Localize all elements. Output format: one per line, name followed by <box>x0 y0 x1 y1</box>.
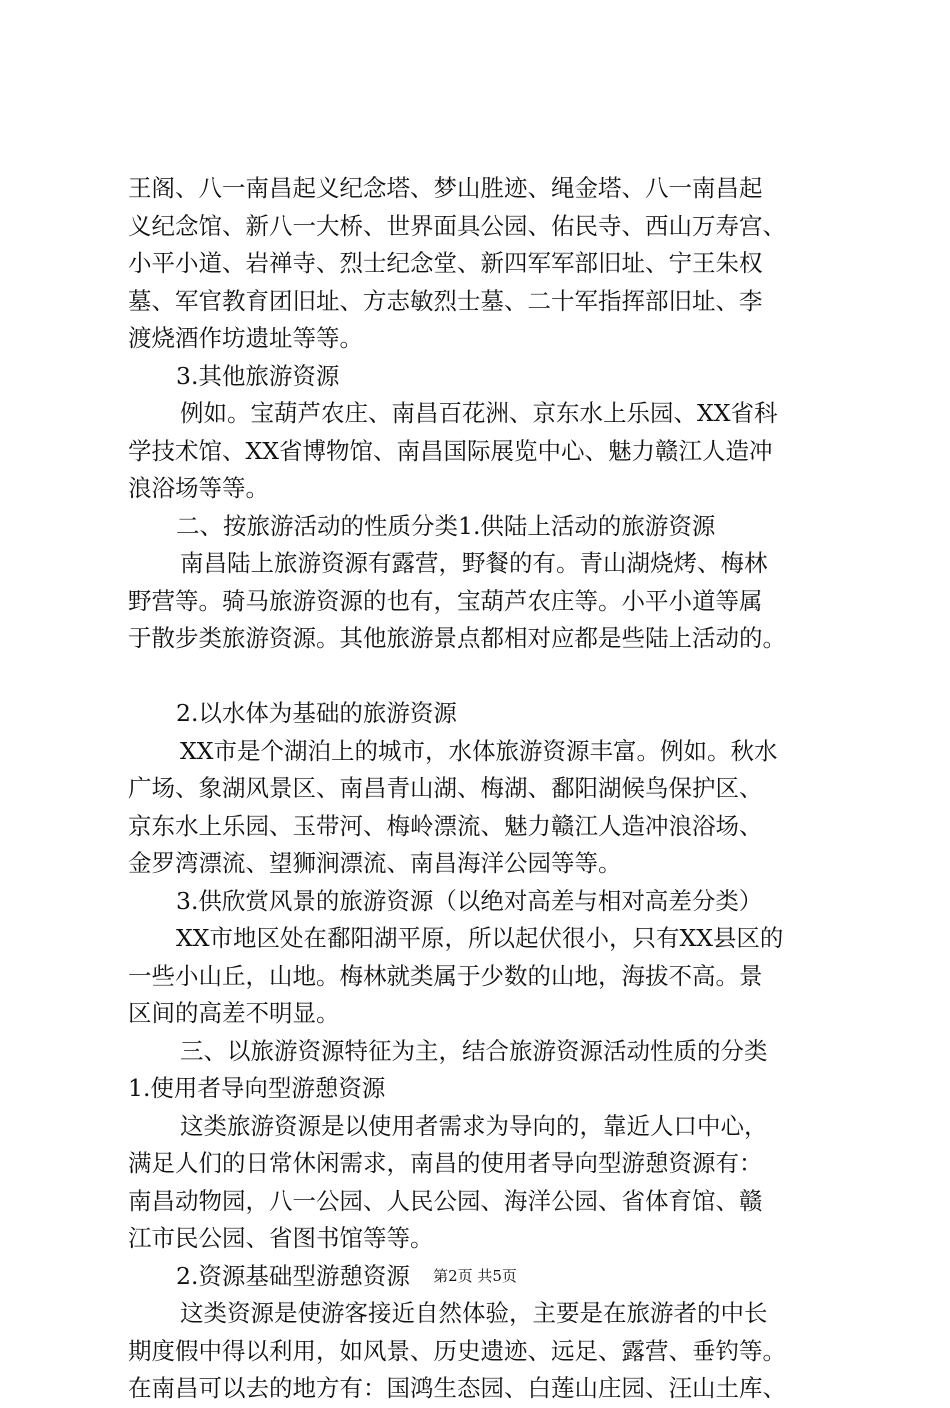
text-line: 江市民公园、省图书馆等等。 <box>128 1224 434 1252</box>
text-line: 学技术馆、XX省博物馆、南昌国际展览中心、魅力赣江人造冲 <box>128 436 773 465</box>
text-line: 广场、象湖风景区、南昌青山湖、梅湖、鄱阳湖候鸟保护区、 <box>128 774 763 802</box>
text-line: 南昌陆上旅游资源有露营，野餐的有。青山湖烧烤、梅林 <box>180 549 768 577</box>
page-footer: 第2页 共5页 <box>433 1267 517 1285</box>
text-line: 例如。宝葫芦农庄、南昌百花洲、京东水上乐园、XX省科 <box>180 399 778 427</box>
text-line: 渡烧酒作坊遗址等等。 <box>128 324 363 352</box>
text-line: XX市是个湖泊上的城市，水体旅游资源丰富。例如。秋水 <box>180 736 778 765</box>
text-line: 2.以水体为基础的旅游资源 <box>176 699 457 727</box>
document-body <box>128 170 850 1408</box>
text-line: 这类资源是使游客接近自然体验，主要是在旅游者的中长 <box>180 1299 768 1327</box>
text-line: 野营等。骑马旅游资源的也有，宝葫芦农庄等。小平小道等属 <box>128 586 763 615</box>
text-line: 王阁、八一南昌起义纪念塔、梦山胜迹、绳金塔、八一南昌起 <box>128 174 763 202</box>
text-line: 3.供欣赏风景的旅游资源（以绝对高差与相对高差分类） <box>176 886 763 915</box>
text-line: 期度假中得以利用，如风景、历史遗迹、远足、露营、垂钓等。 <box>128 1336 786 1365</box>
text-line: XX市地区处在鄱阳湖平原，所以起伏很小，只有XX县区的 <box>176 924 784 952</box>
text-line: 义纪念馆、新八一大桥、世界面具公园、佑民寺、西山万寿宫、 <box>128 211 786 240</box>
text-line: 一些小山丘，山地。梅林就类属于少数的山地，海拔不高。景 <box>128 961 763 990</box>
text-line: 小平小道、岩禅寺、烈士纪念堂、新四军军部旧址、宁王朱权 <box>128 249 763 277</box>
text-line: 在南昌可以去的地方有：国鸿生态园、白莲山庄园、汪山土库、 <box>128 1374 786 1402</box>
text-line: 南昌动物园，八一公园、人民公园、海洋公园、省体育馆、赣 <box>128 1186 763 1215</box>
blank-line <box>128 658 850 696</box>
text-line: 3.其他旅游资源 <box>176 361 340 390</box>
text-line: 二、按旅游活动的性质分类1.供陆上活动的旅游资源 <box>176 511 716 540</box>
text-line: 于散步类旅游资源。其他旅游景点都相对应都是些陆上活动的。 <box>128 624 786 652</box>
text-line: 三、以旅游资源特征为主，结合旅游资源活动性质的分类 <box>180 1036 768 1065</box>
text-line: 区间的高差不明显。 <box>128 999 340 1027</box>
text-line: 墓、军官教育团旧址、方志敏烈士墓、二十军指挥部旧址、李 <box>128 286 763 315</box>
text-line: 1.使用者导向型游憩资源 <box>128 1074 386 1102</box>
text-line: 浪浴场等等。 <box>128 474 269 502</box>
text-line: 满足人们的日常休闲需求，南昌的使用者导向型游憩资源有： <box>128 1149 763 1177</box>
text-line: 金罗湾漂流、望狮涧漂流、南昌海洋公园等等。 <box>128 849 622 877</box>
text-line: 京东水上乐园、玉带河、梅岭漂流、魅力赣江人造冲浪浴场、 <box>128 811 763 840</box>
text-line: 2.资源基础型游憩资源 <box>176 1261 410 1290</box>
text-line: 这类旅游资源是以使用者需求为导向的，靠近人口中心， <box>180 1111 768 1140</box>
